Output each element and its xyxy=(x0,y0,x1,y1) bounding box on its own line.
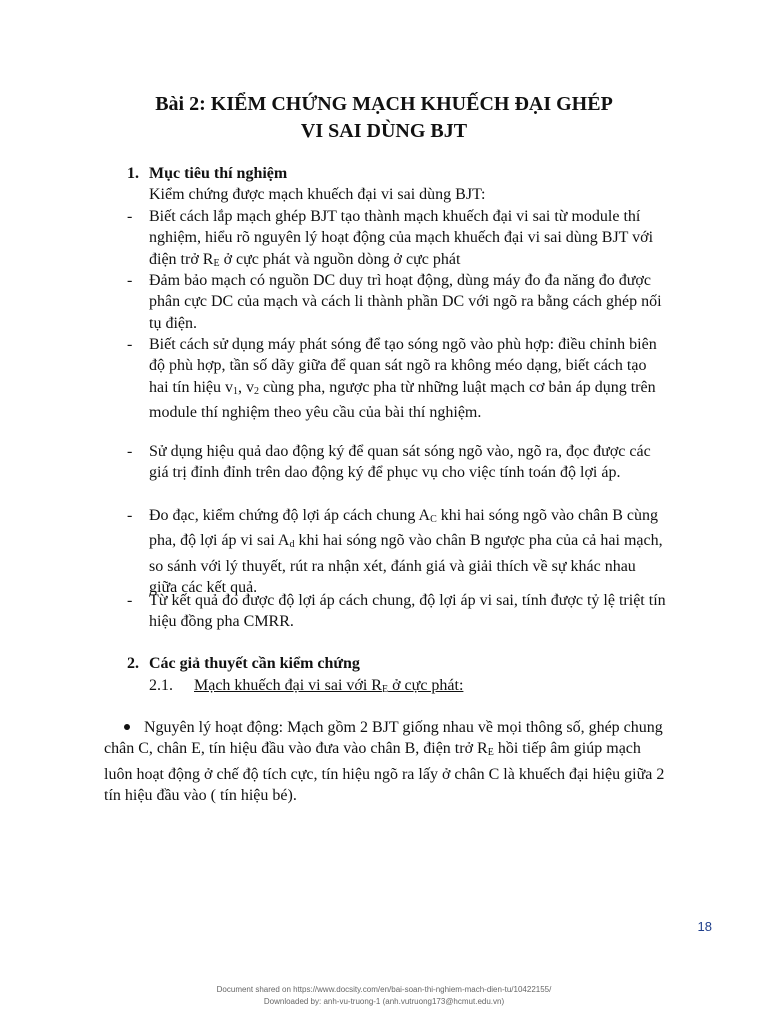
bullet-5-text: Đo đạc, kiểm chứng độ lợi áp cách chung A xyxy=(149,507,431,524)
bullet-dash: - xyxy=(127,336,133,353)
bullet-5-subscript-1: C xyxy=(430,514,437,525)
bullet-1-text-end: ở cực phát và nguồn dòng ở cực phát xyxy=(219,250,461,268)
bullet-dash: - xyxy=(127,272,133,289)
bullet-5-text-mid: khi hai sóng ngõ vào chân B cùng pha, độ lợi áp vi sai A xyxy=(149,507,659,550)
section-1-title: Mục tiêu thí nghiệm xyxy=(149,165,288,182)
title-line-2: VI SAI DÙNG BJT xyxy=(300,120,468,142)
bullet-5-subscript-2: d xyxy=(289,539,295,551)
bullet-dash: - xyxy=(127,443,133,460)
principle-subscript: E xyxy=(487,747,494,759)
bullet-1-text: Biết cách lắp mạch ghép BJT tạo thành mạch khuếch đại vi sai từ module thí nghiệm, hiểu rõ nguyên lý hoạt động của mạch khuếch đại vi sai dùng BJT với điện trở R xyxy=(149,208,654,268)
bullet-6-text: Từ kết quả đo được độ lợi áp cách chung, độ lợi áp vi sai, tính được tỷ lệ triệt tín hiệu đồng pha CMRR. xyxy=(149,592,666,631)
bullet-3-text-end: cùng pha, ngược pha từ những luật mạch cơ bản áp dụng trên module thí nghiệm theo yêu cầu của bài thí nghiệm. xyxy=(149,378,656,421)
page-number: 18 xyxy=(697,919,712,934)
principle-text: Nguyên lý hoạt động: Mạch gồm 2 BJT giống nhau về mọi thông số, ghép chung chân C, chân E, tín hiệu đầu vào đưa vào chân B, điện trở R xyxy=(104,719,663,758)
subsection-title-end: ở cực phát: xyxy=(388,677,464,694)
bullet-dash: - xyxy=(127,507,133,524)
bullet-dash: - xyxy=(127,208,133,225)
bullet-dash: - xyxy=(127,592,133,609)
bullet-4-text: Sử dụng hiệu quả dao động ký để quan sát sóng ngõ vào, ngõ ra, đọc được các giá trị đỉnh đỉnh trên dao động ký để phục vụ cho việc tính toán độ lợi áp. xyxy=(149,443,651,482)
footer-downloaded-line: Downloaded by: anh-vu-truong-1 (anh.vutruong173@hcmut.edu.vn) xyxy=(263,997,505,1006)
section-1-number: 1. xyxy=(127,165,139,182)
bullet-3-subscript-2: 2 xyxy=(253,385,259,397)
title-line-1: Bài 2: KIỂM CHỨNG MẠCH KHUẾCH ĐẠI GHÉP xyxy=(155,93,613,115)
section-2-number: 2. xyxy=(127,655,139,672)
bullet-2-text: Đảm bảo mạch có nguồn DC duy trì hoạt động, dùng máy đo đa năng đo được phân cực DC của mạch và cách li thành phần DC với ngõ ra bằng cách ghép nối tụ điện. xyxy=(149,272,662,332)
section-1-intro: Kiểm chứng được mạch khuếch đại vi sai dùng BJT: xyxy=(149,186,486,203)
bullet-3-text: Biết cách sử dụng máy phát sóng để tạo sóng ngõ vào phù hợp: điều chỉnh biên độ phù hợp, tần số dãy giữa để quan sát ngõ ra không méo dạng, biết cách tạo hai tín hiệu v xyxy=(149,336,657,396)
subsection-title: Mạch khuếch đại vi sai với R xyxy=(194,677,382,694)
principle-paragraph xyxy=(104,717,669,806)
bullet-3-subscript-1: 1 xyxy=(232,385,238,397)
bullet-dot-icon xyxy=(124,724,130,730)
bullet-1-subscript: E xyxy=(213,257,220,269)
footer-shared-line: Document shared on https://www.docsity.com/en/bai-soan-thi-nghiem-mach-dien-tu/10422155/ xyxy=(216,985,552,994)
section-2-title: Các giả thuyết cần kiểm chứng xyxy=(149,655,360,672)
subsection-subscript: E xyxy=(381,684,389,695)
bullet-5-text-end: khi hai sóng ngõ vào chân B ngược pha của cả hai mạch, so sánh với lý thuyết, rút ra nhận xét, đánh giá và giải thích về sự khác nhau giữa các kết quả. xyxy=(149,532,663,596)
principle-text-end: hồi tiếp âm giúp mạch luôn hoạt động ở chế độ tích cực, tín hiệu ngõ ra lấy ở chân C là khuếch đại hiệu giữa 2 tín hiệu đầu vào ( tín hiệu bé). xyxy=(104,740,665,804)
subsection-number: 2.1. xyxy=(149,677,173,694)
bullet-3-text-mid: , v xyxy=(237,378,254,396)
